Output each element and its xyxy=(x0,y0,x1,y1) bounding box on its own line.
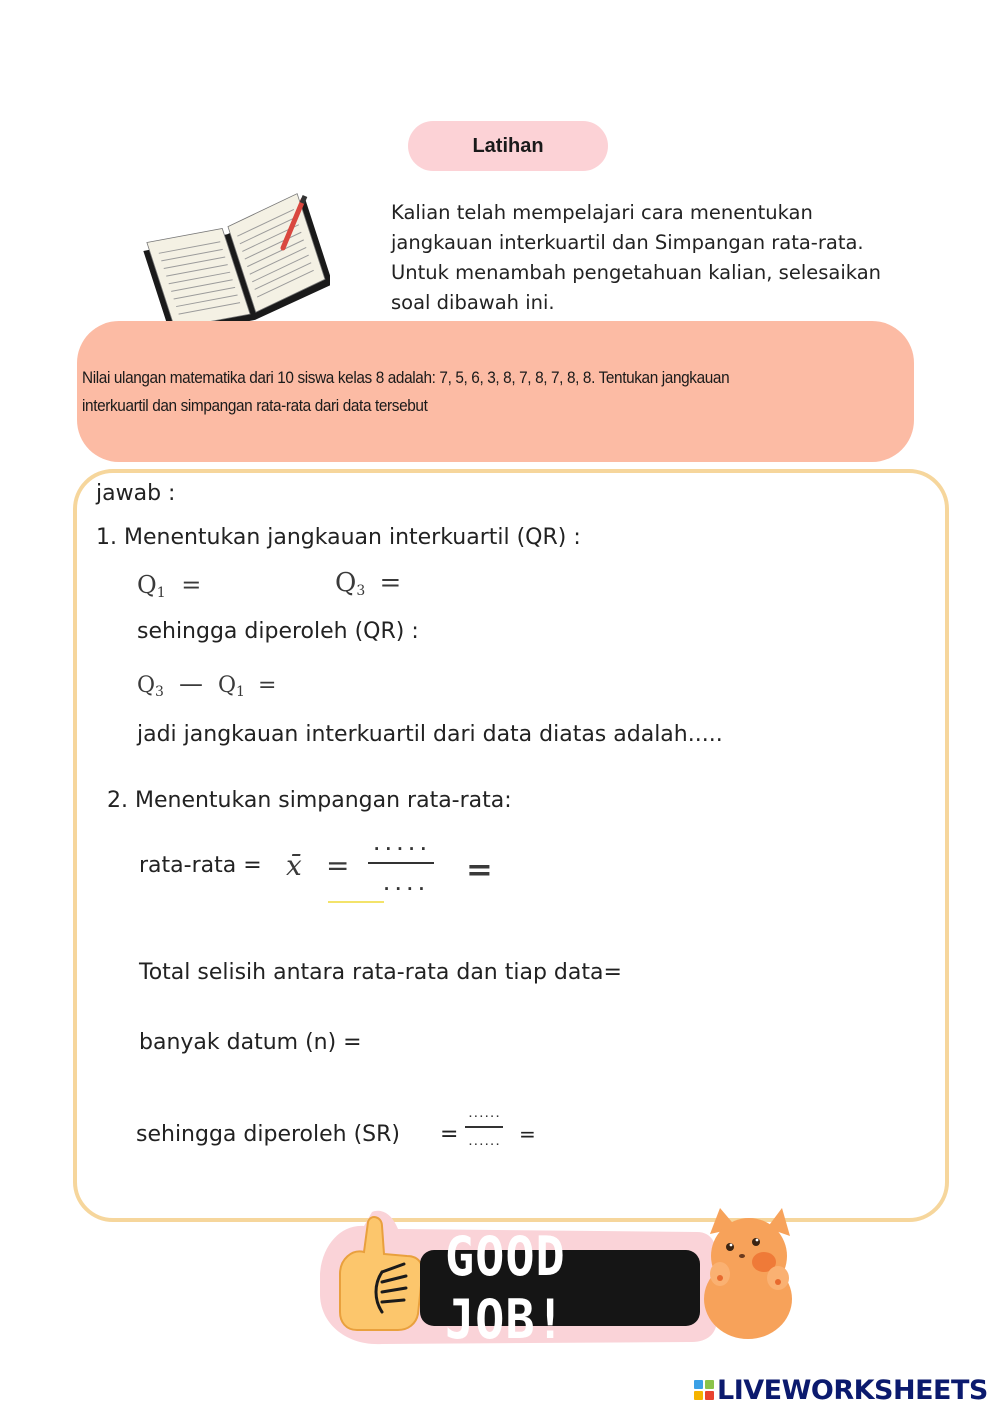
question-line: interkuartil dan simpangan rata-rata dari data tersebut xyxy=(82,397,428,415)
q1-symbol: Q xyxy=(217,673,237,698)
step2-heading: 2. Menentukan simpangan rata-rata: xyxy=(107,788,512,813)
cat-icon xyxy=(704,1208,792,1339)
q3-subscript: 3 xyxy=(356,583,366,599)
equals-sign: = xyxy=(440,1122,459,1147)
q3-symbol: Q xyxy=(137,673,156,698)
n-label: banyak datum (n) = xyxy=(139,1030,362,1055)
liveworksheets-brand[interactable] xyxy=(694,1372,988,1408)
q3-symbol: Q xyxy=(335,568,357,598)
fraction-numerator[interactable]: ..... xyxy=(371,835,431,854)
total-diff-label: Total selisih antara rata-rata dan tiap data= xyxy=(139,960,622,985)
intro-paragraph xyxy=(391,198,931,318)
question-line: Nilai ulangan matematika dari 10 siswa kelas 8 adalah: 7, 5, 6, 3, 8, 7, 8, 7, 8, 8. Tentukan jangkauan xyxy=(82,369,730,387)
liveworksheets-logo-icon xyxy=(694,1380,714,1400)
q3-equation xyxy=(335,568,401,599)
fraction-denominator[interactable]: ...... xyxy=(467,1138,501,1148)
xbar-symbol: x̄ xyxy=(286,849,302,882)
title-pill xyxy=(408,121,608,171)
equals-sign: = xyxy=(326,849,350,882)
qr-conclusion: jadi jangkauan interkuartil dari data diatas adalah..... xyxy=(137,722,723,747)
mean-label: rata-rata = xyxy=(139,853,262,878)
good-job-text: GOOD JOB! xyxy=(445,1225,566,1351)
highlight-mark xyxy=(328,901,384,903)
intro-line: Untuk menambah pengetahuan kalian, selesaikan xyxy=(391,261,882,284)
fraction-bar xyxy=(465,1126,503,1128)
equals-sign: = xyxy=(466,850,493,888)
equals-sign: = xyxy=(257,673,277,698)
q1-symbol: Q xyxy=(137,571,157,599)
answer-box xyxy=(73,469,949,1222)
question-text xyxy=(82,364,817,420)
minus-sign: — xyxy=(178,670,203,698)
page-title: Latihan xyxy=(472,134,544,157)
q3-subscript: 3 xyxy=(155,684,164,700)
equals-sign: = xyxy=(519,1122,536,1146)
intro-line: soal dibawah ini. xyxy=(391,291,555,314)
answer-header: jawab : xyxy=(96,481,176,506)
q1-subscript: 1 xyxy=(156,585,166,601)
fraction-denominator[interactable]: .... xyxy=(381,875,429,894)
q1-equation xyxy=(137,571,201,601)
intro-line: Kalian telah mempelajari cara menentukan xyxy=(391,201,813,224)
equals-sign: = xyxy=(379,568,402,598)
mean-fraction xyxy=(368,836,434,894)
fraction-bar xyxy=(368,862,434,864)
brand-name: LIVEWORKSHEETS xyxy=(717,1374,988,1406)
open-book-icon xyxy=(140,178,330,338)
intro-line: jangkauan interkuartil dan Simpangan rata-rata. xyxy=(391,231,864,254)
q1-subscript: 1 xyxy=(236,684,245,700)
sr-fraction xyxy=(465,1110,503,1148)
q1-answer-field[interactable] xyxy=(137,600,237,601)
sr-label: sehingga diperoleh (SR) xyxy=(136,1122,400,1147)
equals-sign: = xyxy=(181,571,202,599)
step1-heading: 1. Menentukan jangkauan interkuartil (QR) : xyxy=(96,525,581,550)
qr-obtained-label: sehingga diperoleh (QR) : xyxy=(137,619,419,644)
fraction-numerator[interactable]: ...... xyxy=(467,1110,501,1120)
qr-equation xyxy=(137,670,276,700)
